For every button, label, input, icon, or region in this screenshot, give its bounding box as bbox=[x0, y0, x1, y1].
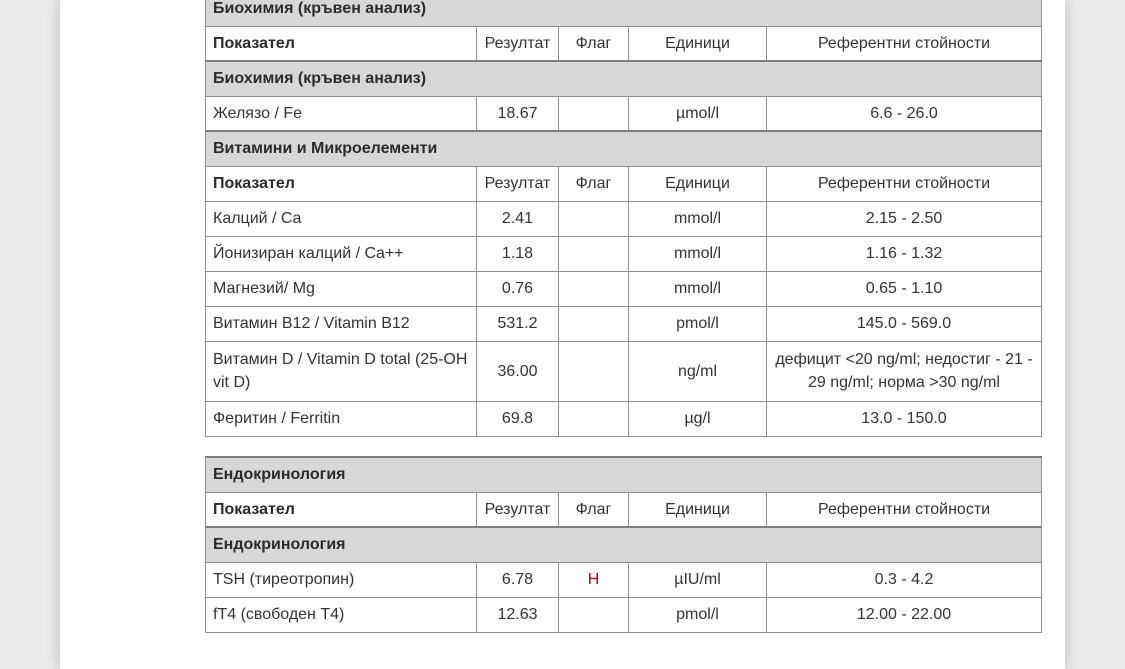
units-value: pmol/l bbox=[629, 306, 767, 341]
units-value: µmol/l bbox=[629, 96, 767, 131]
subsection-title: Ендокринология bbox=[206, 527, 1042, 562]
units-value: µg/l bbox=[629, 401, 767, 436]
table-row bbox=[206, 96, 1042, 131]
reference-value: 2.15 - 2.50 bbox=[767, 201, 1042, 236]
reference-value: дефицит <20 ng/ml; недостиг - 21 - 29 ng/ml; норма >30 ng/ml bbox=[767, 341, 1042, 401]
table-row bbox=[206, 341, 1042, 401]
flag-value bbox=[559, 597, 629, 632]
result-value: 1.18 bbox=[477, 236, 559, 271]
reference-value: 0.3 - 4.2 bbox=[767, 562, 1042, 597]
indicator-name: Йонизиран калций / Ca++ bbox=[206, 236, 477, 271]
reference-value: 6.6 - 26.0 bbox=[767, 96, 1042, 131]
reference-value: 13.0 - 150.0 bbox=[767, 401, 1042, 436]
result-value: 18.67 bbox=[477, 96, 559, 131]
col-reference: Референтни стойности bbox=[767, 492, 1042, 527]
col-indicator: Показател bbox=[206, 492, 477, 527]
table-row bbox=[206, 236, 1042, 271]
indicator-name: Витамин В12 / Vitamin B12 bbox=[206, 306, 477, 341]
col-reference: Референтни стойности bbox=[767, 26, 1042, 61]
col-flag: Флаг bbox=[559, 26, 629, 61]
units-value: mmol/l bbox=[629, 236, 767, 271]
report-page bbox=[60, 0, 1065, 669]
flag-high-badge: H bbox=[559, 562, 629, 597]
table-row bbox=[206, 271, 1042, 306]
col-units: Единици bbox=[629, 492, 767, 527]
flag-value bbox=[559, 306, 629, 341]
column-header-row bbox=[206, 166, 1042, 201]
section-header-biochemistry bbox=[206, 0, 1042, 26]
table-row bbox=[206, 562, 1042, 597]
column-header-row bbox=[206, 492, 1042, 527]
section-title: Биохимия (кръвен анализ) bbox=[206, 0, 1042, 26]
column-header-row bbox=[206, 26, 1042, 61]
flag-value bbox=[559, 201, 629, 236]
col-reference: Референтни стойности bbox=[767, 166, 1042, 201]
table-row bbox=[206, 401, 1042, 436]
result-value: 0.76 bbox=[477, 271, 559, 306]
section-header-endocrinology bbox=[206, 457, 1042, 492]
col-flag: Флаг bbox=[559, 492, 629, 527]
table-row bbox=[206, 201, 1042, 236]
indicator-name: Феритин / Ferritin bbox=[206, 401, 477, 436]
col-result: Резултат bbox=[477, 166, 559, 201]
subsection-header-endocrinology bbox=[206, 527, 1042, 562]
col-units: Единици bbox=[629, 166, 767, 201]
units-value: ng/ml bbox=[629, 341, 767, 401]
subsection-header-biochemistry bbox=[206, 61, 1042, 96]
col-flag: Флаг bbox=[559, 166, 629, 201]
result-value: 6.78 bbox=[477, 562, 559, 597]
col-indicator: Показател bbox=[206, 26, 477, 61]
indicator-name: Витамин D / Vitamin D total (25-OH vit D) bbox=[206, 341, 477, 401]
results-table-endocrinology bbox=[205, 456, 1042, 633]
units-value: pmol/l bbox=[629, 597, 767, 632]
reference-value: 145.0 - 569.0 bbox=[767, 306, 1042, 341]
section-header-vitamins bbox=[206, 131, 1042, 166]
units-value: mmol/l bbox=[629, 271, 767, 306]
flag-value bbox=[559, 271, 629, 306]
col-units: Единици bbox=[629, 26, 767, 61]
indicator-name: Желязо / Fe bbox=[206, 96, 477, 131]
flag-value bbox=[559, 341, 629, 401]
indicator-name: fT4 (свободен Т4) bbox=[206, 597, 477, 632]
col-result: Резултат bbox=[477, 26, 559, 61]
result-value: 531.2 bbox=[477, 306, 559, 341]
section-title: Витамини и Микроелементи bbox=[206, 131, 1042, 166]
flag-value bbox=[559, 236, 629, 271]
indicator-name: TSH (тиреотропин) bbox=[206, 562, 477, 597]
result-value: 36.00 bbox=[477, 341, 559, 401]
flag-value bbox=[559, 401, 629, 436]
results-table-biochem-vitamins bbox=[205, 0, 1042, 437]
reference-value: 0.65 - 1.10 bbox=[767, 271, 1042, 306]
reference-value: 1.16 - 1.32 bbox=[767, 236, 1042, 271]
table-row bbox=[206, 597, 1042, 632]
indicator-name: Калций / Ca bbox=[206, 201, 477, 236]
result-value: 2.41 bbox=[477, 201, 559, 236]
indicator-name: Магнезий/ Mg bbox=[206, 271, 477, 306]
col-result: Резултат bbox=[477, 492, 559, 527]
flag-value bbox=[559, 96, 629, 131]
col-indicator: Показател bbox=[206, 166, 477, 201]
units-value: mmol/l bbox=[629, 201, 767, 236]
result-value: 12.63 bbox=[477, 597, 559, 632]
subsection-title: Биохимия (кръвен анализ) bbox=[206, 61, 1042, 96]
table-row bbox=[206, 306, 1042, 341]
reference-value: 12.00 - 22.00 bbox=[767, 597, 1042, 632]
units-value: µIU/ml bbox=[629, 562, 767, 597]
section-title: Ендокринология bbox=[206, 457, 1042, 492]
result-value: 69.8 bbox=[477, 401, 559, 436]
